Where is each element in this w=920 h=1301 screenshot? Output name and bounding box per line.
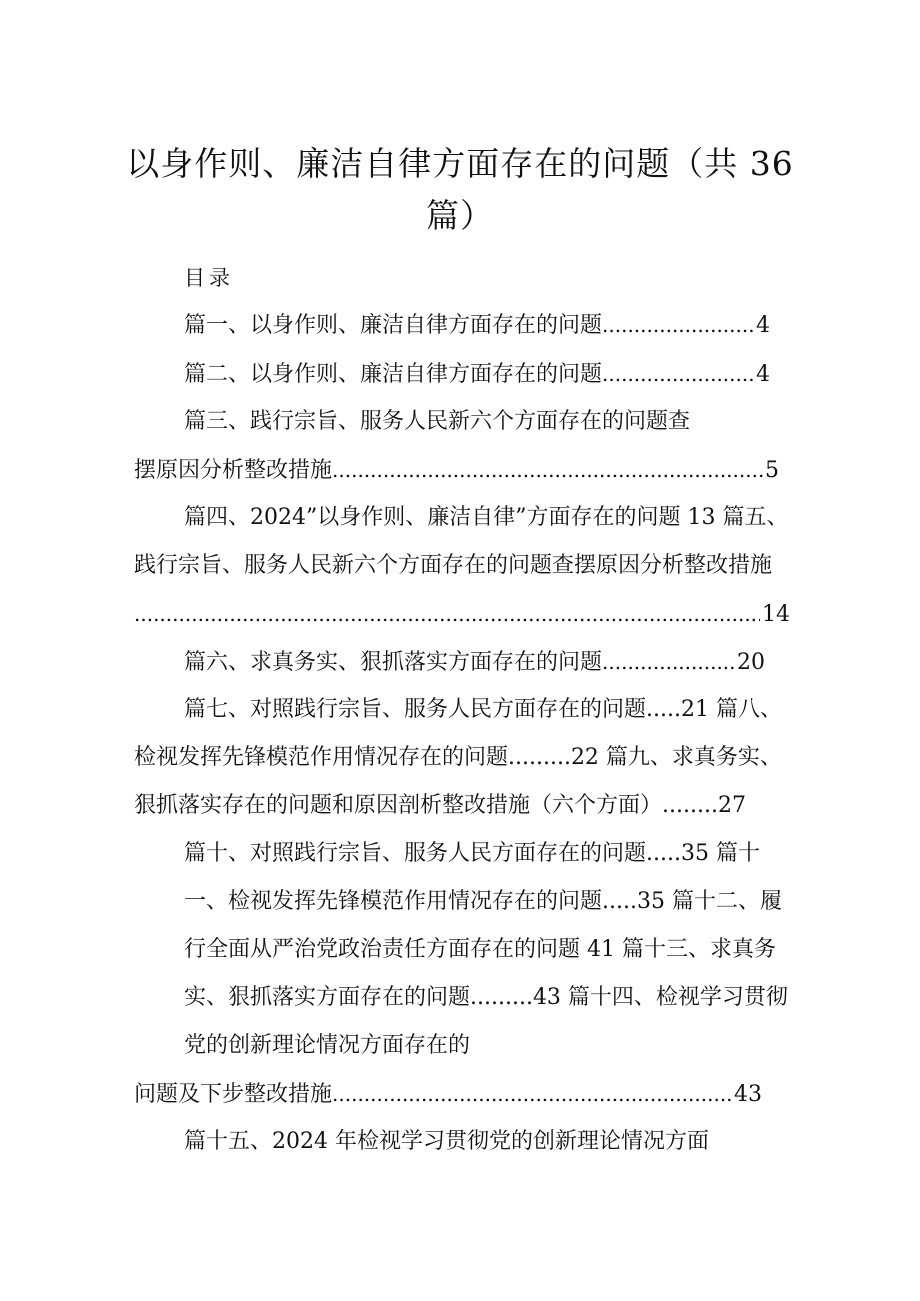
toc-page-number: 14	[762, 602, 790, 627]
toc-entry-text: 问题及下步整改措施	[134, 1082, 333, 1107]
toc-entry-3-line-2[interactable]	[134, 455, 779, 485]
toc-line-12[interactable]: 篇十、对照践行宗旨、服务人民方面存在的问题.....35 篇十	[184, 841, 760, 866]
toc-entry-1[interactable]	[184, 310, 770, 340]
toc-page-number: 4	[756, 362, 770, 387]
toc-entry-3-line-1[interactable]: 篇三、践行宗旨、服务人民新六个方面存在的问题查	[184, 409, 691, 434]
toc-line-17[interactable]	[134, 1079, 762, 1109]
toc-entry-text: 篇二、以身作则、廉洁自律方面存在的问题	[184, 362, 603, 387]
toc-line-15[interactable]: 实、狠抓落实方面存在的问题.........43 篇十四、检视学习贯彻	[184, 985, 788, 1010]
toc-line-11[interactable]: 狠抓落实存在的问题和原因剖析整改措施（六个方面）........27	[134, 793, 746, 818]
toc-page-number: 5	[765, 458, 779, 483]
leader-dots	[332, 455, 763, 485]
leader-dots	[602, 647, 735, 677]
toc-entry-6[interactable]	[184, 647, 765, 677]
toc-line-16[interactable]: 党的创新理论情况方面存在的	[184, 1033, 471, 1058]
toc-page-number: 20	[737, 650, 765, 675]
toc-entry-text: 篇一、以身作则、廉洁自律方面存在的问题	[184, 313, 603, 338]
toc-entry-text: 篇六、求真务实、狠抓落实方面存在的问题	[184, 650, 603, 675]
title-line-1: 以身作则、廉洁自律方面存在的问题（共 36	[126, 144, 794, 183]
leader-dots	[134, 599, 760, 629]
title-line-2: 篇）	[426, 196, 494, 235]
toc-entry-2[interactable]	[184, 359, 770, 389]
toc-line-18[interactable]: 篇十五、2024 年检视学习贯彻党的创新理论情况方面	[184, 1129, 709, 1154]
leader-dots	[602, 359, 754, 389]
toc-line-14[interactable]: 行全面从严治党政治责任方面存在的问题 41 篇十三、求真务	[184, 937, 776, 962]
toc-heading: 目录	[184, 266, 234, 290]
leader-dots	[602, 310, 754, 340]
toc-line-9[interactable]: 篇七、对照践行宗旨、服务人民方面存在的问题.....21 篇八、	[184, 697, 782, 722]
toc-entry-5-line-2[interactable]	[134, 599, 790, 629]
toc-page-number: 4	[756, 313, 770, 338]
toc-line-13[interactable]: 一、检视发挥先锋模范作用情况存在的问题.....35 篇十二、履	[184, 889, 782, 914]
toc-entry-text: 摆原因分析整改措施	[134, 458, 333, 483]
leader-dots	[332, 1079, 732, 1109]
document-title	[110, 138, 810, 242]
toc-entry-5-line-1[interactable]: 践行宗旨、服务人民新六个方面存在的问题查摆原因分析整改措施	[134, 553, 773, 578]
toc-line-10[interactable]: 检视发挥先锋模范作用情况存在的问题.........22 篇九、求真务实、	[134, 745, 782, 770]
toc-page-number: 43	[734, 1082, 762, 1107]
toc-entry-4-line-1[interactable]: 篇四、2024”以身作则、廉洁自律”方面存在的问题 13 篇五、	[184, 505, 789, 530]
